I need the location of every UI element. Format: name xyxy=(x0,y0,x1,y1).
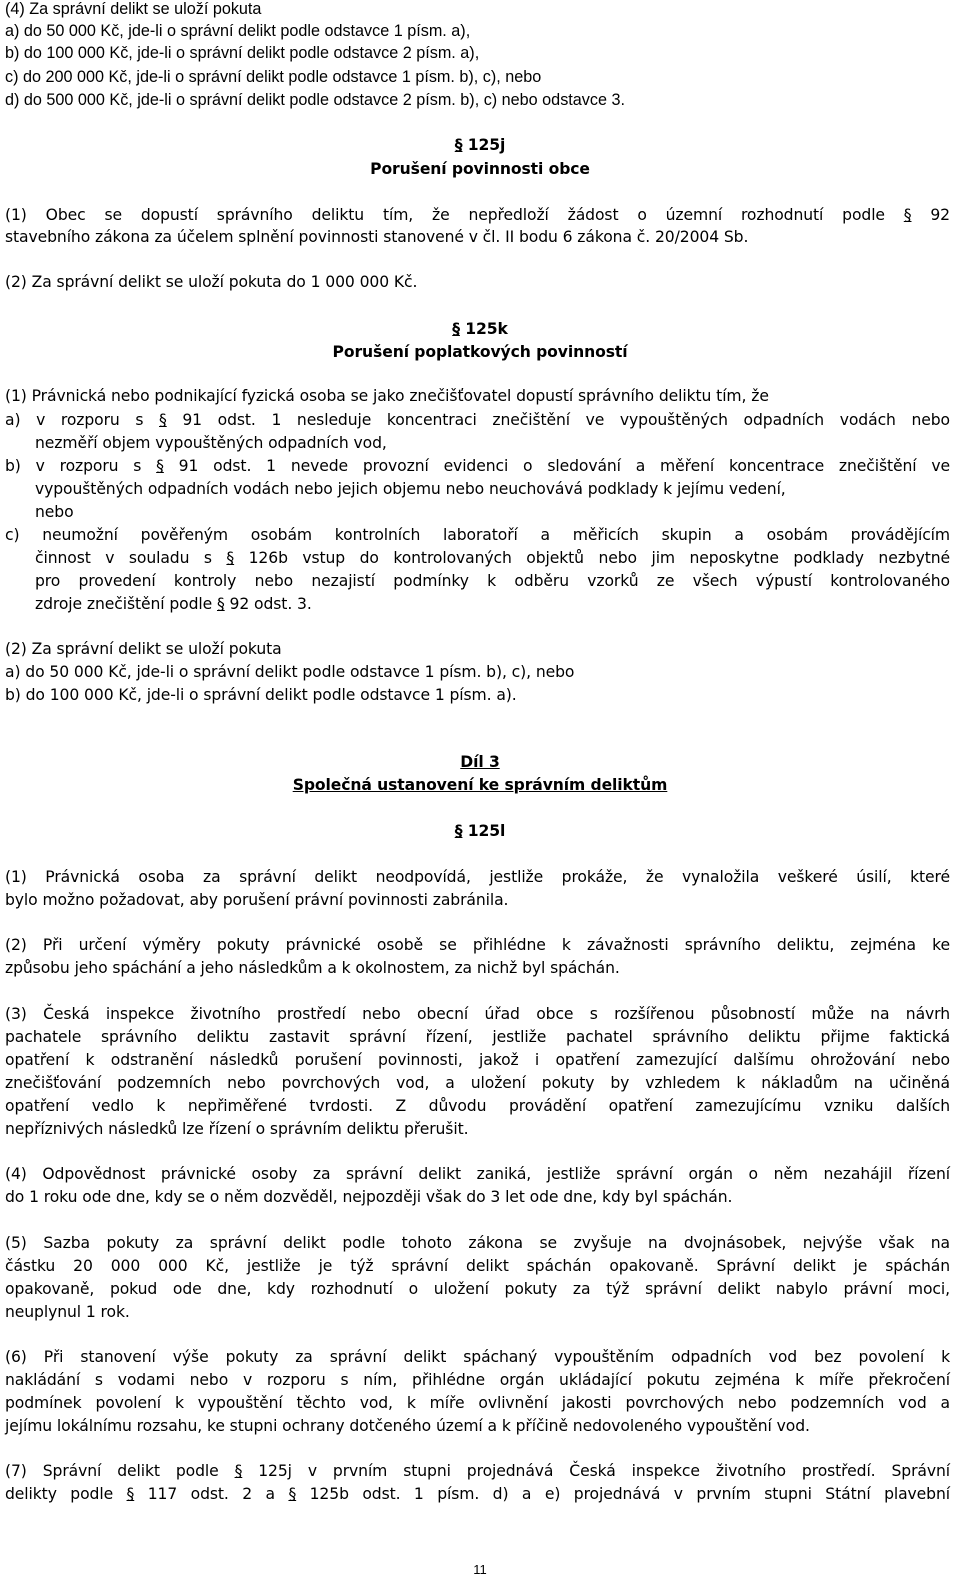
paragraph-line: a) do 50 000 Kč, jde-li o správní delikt podle odstavce 1 písm. b), c), nebo xyxy=(5,663,575,681)
section-sign: § xyxy=(226,549,235,567)
paragraph-line: způsobu jeho spáchání a jeho následkům a k okolnostem, za nichž byl spáchán. xyxy=(5,959,620,977)
paragraph-line: (4) Odpovědnost právnické osoby za správní delikt zaniká, jestliže správní orgán o něm nezahájil řízení xyxy=(5,1165,950,1183)
paragraph-line: (6) Při stanovení výše pokuty za správní delikt spáchaný vypouštěním odpadních vod bez povolení k xyxy=(5,1348,950,1366)
paragraph-line: opatření vedlo k nepřiměřené tvrdosti. Z důvodu provádění opatření zamezujícímu vzniku dalších xyxy=(5,1097,950,1115)
section-heading-125k: § 125k xyxy=(452,320,508,338)
section-title: Porušení poplatkových povinností xyxy=(332,343,628,361)
paragraph-line: nakládání s vodami nebo v rozporu s ním, přihlédne orgán ukládající pokutu zejména k míře překročení xyxy=(5,1371,950,1389)
section-title: Porušení povinnosti obce xyxy=(370,160,590,178)
section-heading-125l: § 125l xyxy=(454,822,506,840)
paragraph-line: podmínek povolení k vypouštění těchto vod, k míře ovlivnění jakosti povrchových nebo podzemních vod a xyxy=(5,1394,950,1412)
paragraph-line: opakovaně, pokud ode dne, kdy rozhodnutí o uložení pokuty za týž správní delikt nabylo právní moci, xyxy=(5,1280,950,1298)
paragraph-line: pro provedení kontroly nebo nezajistí podmínky k odběru vzorků ze všech výpustí kontrolovaného xyxy=(35,572,950,590)
section-sign: § xyxy=(288,1485,297,1503)
section-sign: § xyxy=(156,457,164,475)
paragraph-line: pachatele správního deliktu zastavit správní řízení, jestliže pachatel správního deliktu přijme faktická xyxy=(5,1028,950,1046)
paragraph-line: (2) Za správní delikt se uloží pokuta do 1 000 000 Kč. xyxy=(5,273,418,291)
paragraph-line: opatření k odstranění následků porušení povinnosti, jakož i opatření zamezující dalšímu ohrožování nebo xyxy=(5,1051,950,1069)
paragraph-line: (2) Při určení výměry pokuty právnické osobě se přihlédne k závažnosti správního deliktu, zejména ke xyxy=(5,936,950,954)
paragraph-line: neuplynul 1 rok. xyxy=(5,1303,130,1321)
paragraph-line: nebo xyxy=(35,503,74,521)
paragraph-line: znečišťování podzemních nebo povrchových vod, a uložení pokuty by vzhledem k nákladům na učiněná xyxy=(5,1074,950,1092)
paragraph-line: b) do 100 000 Kč, jde-li o správní delikt podle odstavce 1 písm. a). xyxy=(5,686,517,704)
paragraph-line: c) neumožní pověřeným osobám kontrolních laboratoří a měřicích skupin a osobám provádějícím xyxy=(5,526,950,544)
paragraph-line: (3) Česká inspekce životního prostředí nebo obecní úřad obce s rozšířenou působností může na návrh xyxy=(5,1005,950,1023)
paragraph-line: stavebního zákona za účelem splnění povinnosti stanovené v čl. II bodu 6 zákona č. 20/2004 Sb. xyxy=(5,228,749,246)
section-sign: § xyxy=(454,136,463,154)
paragraph-line: (1) Právnická osoba za správní delikt neodpovídá, jestliže prokáže, že vynaložila veškeré úsilí, které xyxy=(5,868,950,886)
section-sign: § xyxy=(234,1462,243,1480)
paragraph-line: delikty podle § 117 odst. 2 a § 125b odst. 1 písm. d) a e) projednává v prvním stupni Státní plavební xyxy=(5,1485,950,1503)
part-title: Společná ustanovení ke správním deliktům xyxy=(292,776,668,794)
section-sign: § xyxy=(903,206,912,224)
paragraph-line: vypouštěných odpadních vodách nebo jejich objemu nebo neuchovává podklady k jejímu vedení, xyxy=(35,480,786,498)
paragraph-line: a) do 50 000 Kč, jde-li o správní delikt podle odstavce 1 písm. a), xyxy=(5,22,471,40)
paragraph-line: do 1 roku ode dne, kdy se o něm dozvěděl, nejpozději však do 3 let ode dne, kdy byl spáchán. xyxy=(5,1188,733,1206)
paragraph-line: a) v rozporu s § 91 odst. 1 nesleduje koncentraci znečištění ve vypouštěných odpadních vodách nebo xyxy=(5,411,950,429)
paragraph-line: (2) Za správní delikt se uloží pokuta xyxy=(5,640,282,658)
paragraph-line: (7) Správní delikt podle § 125j v prvním stupni projednává Česká inspekce životního prostředí. Správní xyxy=(5,1462,950,1480)
paragraph-line: (1) Právnická nebo podnikající fyzická osoba se jako znečišťovatel dopustí správního deliktu tím, že xyxy=(5,387,769,405)
section-sign: § xyxy=(454,822,463,840)
section-sign: § xyxy=(126,1485,135,1503)
paragraph-line: jejímu lokálnímu rozsahu, ke stupni ochrany dotčeného území a k příčině nedovoleného vypouštění vod. xyxy=(5,1417,810,1435)
page-number: 11 xyxy=(473,1562,487,1577)
paragraph-line: (1) Obec se dopustí správního deliktu tím, že nepředloží žádost o územní rozhodnutí podle § 92 xyxy=(5,206,950,224)
paragraph-line: (5) Sazba pokuty za správní delikt podle tohoto zákona se zvyšuje na dvojnásobek, nejvýše však na xyxy=(5,1234,950,1252)
paragraph-line: zdroje znečištění podle § 92 odst. 3. xyxy=(35,595,312,613)
section-sign: § xyxy=(216,595,225,613)
paragraph-line: c) do 200 000 Kč, jde-li o správní delikt podle odstavce 1 písm. b), c), nebo xyxy=(5,68,542,86)
section-heading-125j: § 125j xyxy=(454,136,506,154)
paragraph-line: částku 20 000 000 Kč, jestliže je týž správní delikt spáchán opakovaně. Správní delikt je spáchán xyxy=(5,1257,950,1275)
section-sign: § xyxy=(159,411,167,429)
paragraph-line: nezměří objem vypouštěných odpadních vod, xyxy=(35,434,387,452)
paragraph-line: nepříznivých následků lze řízení o správním deliktu přerušit. xyxy=(5,1120,469,1138)
paragraph-line: b) v rozporu s § 91 odst. 1 nevede provozní evidenci o sledování a měření koncentrace znečištění ve xyxy=(5,457,950,475)
paragraph-line: (4) Za správní delikt se uloží pokuta xyxy=(5,0,262,18)
paragraph-line: b) do 100 000 Kč, jde-li o správní delikt podle odstavce 2 písm. a), xyxy=(5,44,480,62)
part-heading: Díl 3 xyxy=(460,753,500,771)
section-sign: § xyxy=(452,320,460,338)
paragraph-line: bylo možno požadovat, aby porušení právní povinnosti zabránila. xyxy=(5,891,509,909)
paragraph-line: d) do 500 000 Kč, jde-li o správní delikt podle odstavce 2 písm. b), c) nebo odstavce 3. xyxy=(5,91,625,109)
paragraph-line: činnost v souladu s § 126b vstup do kontrolovaných objektů nebo jim neposkytne podklady nezbytné xyxy=(35,549,950,567)
